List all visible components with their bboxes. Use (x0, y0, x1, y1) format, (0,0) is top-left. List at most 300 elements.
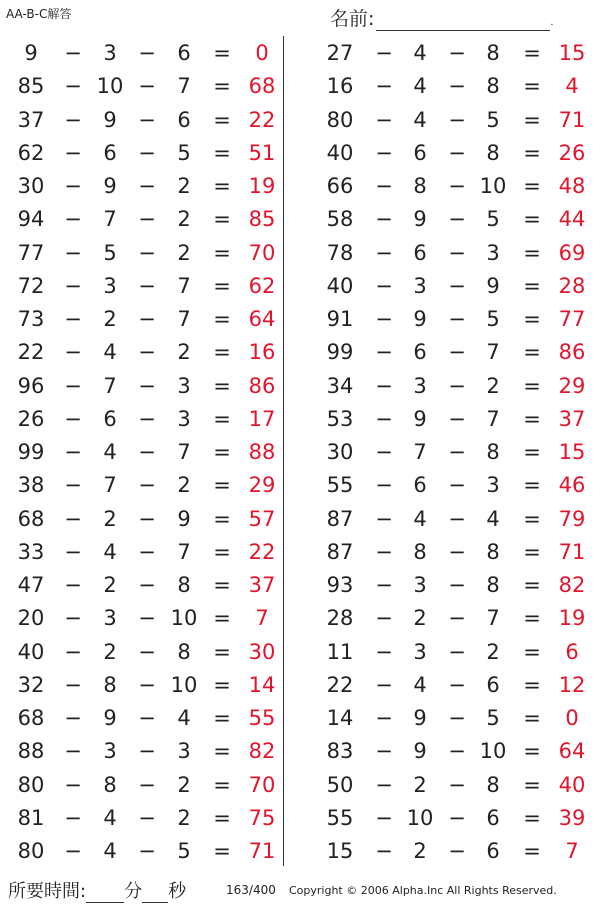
minuend: 30 (17, 174, 45, 198)
worksheet-title: AA-B-C解答 (6, 7, 72, 21)
subtrahend-2: 5 (486, 706, 500, 730)
subtrahend-2: 7 (177, 273, 191, 298)
answer: 0 (255, 41, 269, 65)
minus-sign: − (448, 107, 466, 132)
answer: 14 (248, 672, 276, 697)
minus-sign: − (138, 307, 156, 331)
minus-sign: − (138, 240, 156, 265)
equals-sign: = (523, 739, 541, 764)
answer: 7 (565, 839, 579, 863)
answer: 69 (558, 240, 586, 265)
answer: 46 (558, 473, 586, 498)
subtrahend-1: 2 (103, 573, 117, 597)
subtrahend-1: 8 (413, 174, 427, 198)
equals-sign: = (523, 107, 541, 132)
equals-sign: = (523, 606, 541, 631)
name-blank-line (376, 12, 550, 31)
minuend: 87 (326, 506, 354, 531)
equals-sign: = (213, 273, 231, 298)
minuend: 22 (326, 672, 354, 697)
answer: 86 (248, 373, 276, 398)
answer: 85 (248, 207, 276, 232)
subtrahend-2: 3 (486, 473, 500, 498)
subtrahend-2: 2 (486, 639, 500, 664)
answer: 82 (558, 573, 586, 597)
equals-sign: = (523, 539, 541, 564)
minus-sign: − (138, 573, 156, 597)
subtrahend-2: 6 (177, 107, 191, 132)
subtrahend-2: 10 (170, 672, 198, 697)
answer: 26 (558, 140, 586, 165)
subtrahend-1: 5 (103, 240, 117, 265)
name-field (330, 4, 554, 31)
subtrahend-1: 3 (413, 639, 427, 664)
equals-sign: = (523, 207, 541, 232)
minuend: 34 (326, 373, 354, 398)
minus-sign: − (138, 506, 156, 531)
subtrahend-1: 10 (406, 805, 434, 830)
answer: 22 (248, 107, 276, 132)
answer: 77 (558, 307, 586, 331)
minus-sign: − (64, 41, 82, 65)
subtrahend-2: 2 (177, 174, 191, 198)
equals-sign: = (523, 473, 541, 498)
minus-sign: − (375, 240, 393, 265)
equals-sign: = (523, 240, 541, 265)
answer: 17 (248, 406, 276, 431)
equals-sign: = (213, 240, 231, 265)
answer: 75 (248, 805, 276, 830)
subtrahend-2: 5 (486, 307, 500, 331)
minuend: 87 (326, 539, 354, 564)
subtrahend-2: 7 (177, 307, 191, 331)
minus-sign: − (448, 240, 466, 265)
answer: 79 (558, 506, 586, 531)
answer: 6 (565, 639, 579, 664)
subtrahend-2: 7 (177, 440, 191, 464)
subtrahend-1: 4 (413, 107, 427, 132)
minuend: 40 (17, 639, 45, 664)
subtrahend-1: 2 (103, 307, 117, 331)
minutes-label: 分 (124, 881, 143, 902)
minuend: 80 (326, 107, 354, 132)
equals-sign: = (213, 140, 231, 165)
minus-sign: − (138, 805, 156, 830)
answer: 68 (248, 74, 276, 99)
minus-sign: − (64, 440, 82, 464)
minus-sign: − (375, 839, 393, 863)
minus-sign: − (448, 639, 466, 664)
minuend: 38 (17, 473, 45, 498)
subtrahend-2: 7 (177, 539, 191, 564)
answer: 82 (248, 739, 276, 764)
equals-sign: = (213, 440, 231, 464)
subtrahend-1: 4 (413, 74, 427, 99)
time-label: 所要時間: (8, 881, 87, 902)
subtrahend-2: 3 (177, 373, 191, 398)
subtrahend-1: 4 (413, 506, 427, 531)
subtrahend-2: 8 (486, 41, 500, 65)
answer: 64 (558, 739, 586, 764)
subtrahend-1: 2 (413, 839, 427, 863)
answer: 51 (248, 140, 276, 165)
subtrahend-2: 6 (486, 805, 500, 830)
minutes-blank (86, 886, 124, 903)
minus-sign: − (138, 140, 156, 165)
minus-sign: − (138, 839, 156, 863)
subtrahend-2: 8 (486, 140, 500, 165)
minuend: 50 (326, 772, 354, 797)
minuend: 73 (17, 307, 45, 331)
subtrahend-2: 2 (177, 805, 191, 830)
minus-sign: − (64, 240, 82, 265)
equals-sign: = (523, 74, 541, 99)
minus-sign: − (138, 273, 156, 298)
page-number: 163/400 (226, 883, 276, 897)
minus-sign: − (64, 74, 82, 99)
minus-sign: − (448, 307, 466, 331)
subtrahend-1: 6 (413, 240, 427, 265)
subtrahend-1: 7 (413, 440, 427, 464)
minuend: 99 (326, 340, 354, 365)
answer: 48 (558, 174, 586, 198)
minus-sign: − (448, 140, 466, 165)
subtrahend-2: 8 (486, 440, 500, 464)
subtrahend-1: 2 (103, 506, 117, 531)
subtrahend-2: 2 (177, 207, 191, 232)
subtrahend-1: 3 (413, 573, 427, 597)
subtrahend-1: 9 (103, 706, 117, 730)
subtrahend-2: 4 (177, 706, 191, 730)
minus-sign: − (64, 107, 82, 132)
subtrahend-2: 6 (177, 41, 191, 65)
answer: 71 (248, 839, 276, 863)
minus-sign: − (138, 207, 156, 232)
subtrahend-1: 10 (96, 74, 124, 99)
subtrahend-1: 9 (103, 107, 117, 132)
subtrahend-1: 3 (103, 606, 117, 631)
minus-sign: − (448, 539, 466, 564)
answer: 15 (558, 440, 586, 464)
minus-sign: − (64, 606, 82, 631)
subtrahend-1: 2 (103, 639, 117, 664)
minus-sign: − (448, 839, 466, 863)
minuend: 20 (17, 606, 45, 631)
answer: 19 (248, 174, 276, 198)
answer: 29 (248, 473, 276, 498)
equals-sign: = (213, 672, 231, 697)
minus-sign: − (138, 606, 156, 631)
minus-sign: − (138, 706, 156, 730)
minus-sign: − (375, 506, 393, 531)
equals-sign: = (213, 74, 231, 99)
minus-sign: − (138, 672, 156, 697)
minuend: 99 (17, 440, 45, 464)
equals-sign: = (523, 340, 541, 365)
subtrahend-1: 3 (103, 41, 117, 65)
answer: 4 (565, 74, 579, 99)
subtrahend-1: 9 (103, 174, 117, 198)
minus-sign: − (448, 373, 466, 398)
subtrahend-1: 3 (413, 273, 427, 298)
subtrahend-1: 7 (103, 373, 117, 398)
minus-sign: − (375, 41, 393, 65)
subtrahend-2: 10 (479, 739, 507, 764)
minus-sign: − (375, 273, 393, 298)
equals-sign: = (523, 672, 541, 697)
minus-sign: − (64, 273, 82, 298)
subtrahend-1: 4 (103, 340, 117, 365)
subtrahend-1: 2 (413, 772, 427, 797)
subtrahend-2: 5 (177, 140, 191, 165)
minus-sign: − (375, 207, 393, 232)
minuend: 88 (17, 739, 45, 764)
equals-sign: = (213, 706, 231, 730)
minus-sign: − (375, 440, 393, 464)
equals-sign: = (213, 639, 231, 664)
subtrahend-2: 9 (486, 273, 500, 298)
minus-sign: − (375, 772, 393, 797)
subtrahend-1: 4 (103, 839, 117, 863)
minuend: 30 (326, 440, 354, 464)
subtrahend-2: 7 (486, 340, 500, 365)
minuend: 28 (326, 606, 354, 631)
equals-sign: = (213, 606, 231, 631)
subtrahend-1: 3 (103, 273, 117, 298)
minuend: 72 (17, 273, 45, 298)
minus-sign: − (448, 74, 466, 99)
answer: 7 (255, 606, 269, 631)
minus-sign: − (64, 639, 82, 664)
minus-sign: − (138, 772, 156, 797)
minus-sign: − (64, 839, 82, 863)
subtrahend-2: 5 (486, 107, 500, 132)
minuend: 68 (17, 506, 45, 531)
minuend: 15 (326, 839, 354, 863)
equals-sign: = (213, 573, 231, 597)
minus-sign: − (375, 473, 393, 498)
equals-sign: = (213, 41, 231, 65)
minuend: 62 (17, 140, 45, 165)
equals-sign: = (213, 373, 231, 398)
subtrahend-1: 9 (413, 706, 427, 730)
minus-sign: − (375, 672, 393, 697)
minus-sign: − (64, 506, 82, 531)
equals-sign: = (523, 406, 541, 431)
subtrahend-2: 6 (486, 672, 500, 697)
answer: 30 (248, 639, 276, 664)
answer: 64 (248, 307, 276, 331)
answer: 71 (558, 107, 586, 132)
subtrahend-1: 8 (103, 772, 117, 797)
minus-sign: − (138, 74, 156, 99)
equals-sign: = (523, 706, 541, 730)
subtrahend-1: 8 (103, 672, 117, 697)
minus-sign: − (448, 805, 466, 830)
minus-sign: − (375, 539, 393, 564)
minus-sign: − (138, 41, 156, 65)
minus-sign: − (448, 340, 466, 365)
subtrahend-2: 8 (486, 573, 500, 597)
minus-sign: − (64, 672, 82, 697)
subtrahend-1: 7 (103, 207, 117, 232)
subtrahend-2: 3 (177, 406, 191, 431)
minus-sign: − (138, 373, 156, 398)
minus-sign: − (375, 74, 393, 99)
answer: 62 (248, 273, 276, 298)
minus-sign: − (375, 174, 393, 198)
minus-sign: − (375, 606, 393, 631)
minus-sign: − (448, 406, 466, 431)
answer: 88 (248, 440, 276, 464)
subtrahend-2: 8 (486, 772, 500, 797)
subtrahend-2: 2 (177, 772, 191, 797)
minus-sign: − (64, 473, 82, 498)
minuend: 33 (17, 539, 45, 564)
minus-sign: − (375, 805, 393, 830)
equals-sign: = (523, 506, 541, 531)
subtrahend-1: 9 (413, 307, 427, 331)
subtrahend-1: 7 (103, 473, 117, 498)
equals-sign: = (213, 839, 231, 863)
answer: 70 (248, 772, 276, 797)
answer: 40 (558, 772, 586, 797)
answer: 16 (248, 340, 276, 365)
minus-sign: − (448, 174, 466, 198)
subtrahend-1: 4 (103, 805, 117, 830)
equals-sign: = (523, 373, 541, 398)
answer: 37 (248, 573, 276, 597)
answer: 57 (248, 506, 276, 531)
seconds-blank (142, 886, 168, 903)
name-label: 名前: (330, 8, 375, 30)
subtrahend-2: 10 (479, 174, 507, 198)
subtrahend-1: 9 (413, 406, 427, 431)
minus-sign: − (448, 706, 466, 730)
subtrahend-2: 10 (170, 606, 198, 631)
subtrahend-2: 7 (177, 74, 191, 99)
minus-sign: − (64, 174, 82, 198)
subtrahend-2: 8 (177, 573, 191, 597)
minuend: 9 (24, 41, 38, 65)
subtrahend-2: 2 (177, 340, 191, 365)
minus-sign: − (64, 140, 82, 165)
minus-sign: − (448, 506, 466, 531)
equals-sign: = (213, 107, 231, 132)
subtrahend-2: 7 (486, 406, 500, 431)
equals-sign: = (523, 805, 541, 830)
minus-sign: − (448, 606, 466, 631)
subtrahend-1: 6 (413, 140, 427, 165)
equals-sign: = (213, 340, 231, 365)
minuend: 93 (326, 573, 354, 597)
minus-sign: − (64, 739, 82, 764)
minuend: 14 (326, 706, 354, 730)
equals-sign: = (523, 639, 541, 664)
answer: 0 (565, 706, 579, 730)
equals-sign: = (213, 506, 231, 531)
equals-sign: = (523, 273, 541, 298)
answer: 19 (558, 606, 586, 631)
minus-sign: − (64, 539, 82, 564)
minuend: 80 (17, 772, 45, 797)
minus-sign: − (64, 373, 82, 398)
minus-sign: − (375, 107, 393, 132)
minuend: 40 (326, 273, 354, 298)
subtrahend-1: 9 (413, 207, 427, 232)
minuend: 40 (326, 140, 354, 165)
minus-sign: − (375, 373, 393, 398)
answer: 70 (248, 240, 276, 265)
minus-sign: − (64, 307, 82, 331)
equals-sign: = (523, 41, 541, 65)
answer: 39 (558, 805, 586, 830)
subtrahend-2: 2 (177, 473, 191, 498)
subtrahend-1: 6 (413, 340, 427, 365)
minus-sign: − (375, 739, 393, 764)
subtrahend-1: 3 (103, 739, 117, 764)
minus-sign: − (375, 406, 393, 431)
minuend: 37 (17, 107, 45, 132)
minus-sign: − (138, 440, 156, 464)
subtrahend-2: 4 (486, 506, 500, 531)
minus-sign: − (138, 539, 156, 564)
minus-sign: − (375, 639, 393, 664)
equals-sign: = (213, 473, 231, 498)
equals-sign: = (213, 406, 231, 431)
minus-sign: − (448, 207, 466, 232)
minus-sign: − (375, 340, 393, 365)
minuend: 55 (326, 473, 354, 498)
answer: 15 (558, 41, 586, 65)
minuend: 47 (17, 573, 45, 597)
subtrahend-2: 2 (177, 240, 191, 265)
subtrahend-1: 4 (413, 41, 427, 65)
minus-sign: − (375, 573, 393, 597)
subtrahend-2: 8 (486, 74, 500, 99)
subtrahend-2: 8 (177, 639, 191, 664)
subtrahend-1: 3 (413, 373, 427, 398)
minuend: 55 (326, 805, 354, 830)
subtrahend-1: 4 (103, 539, 117, 564)
answer: 37 (558, 406, 586, 431)
subtrahend-1: 8 (413, 539, 427, 564)
minus-sign: − (138, 107, 156, 132)
subtrahend-2: 7 (486, 606, 500, 631)
seconds-label: 秒 (168, 881, 187, 902)
minus-sign: − (64, 772, 82, 797)
equals-sign: = (213, 805, 231, 830)
answer: 22 (248, 539, 276, 564)
minus-sign: − (64, 805, 82, 830)
minus-sign: − (64, 706, 82, 730)
minuend: 81 (17, 805, 45, 830)
subtrahend-1: 2 (413, 606, 427, 631)
minuend: 68 (17, 706, 45, 730)
equals-sign: = (213, 739, 231, 764)
minuend: 80 (17, 839, 45, 863)
subtrahend-2: 5 (177, 839, 191, 863)
minus-sign: − (375, 140, 393, 165)
answer: 55 (248, 706, 276, 730)
subtrahend-2: 6 (486, 839, 500, 863)
minus-sign: − (448, 41, 466, 65)
time-taken (8, 877, 186, 903)
minus-sign: − (448, 672, 466, 697)
equals-sign: = (213, 539, 231, 564)
minus-sign: − (375, 307, 393, 331)
equals-sign: = (523, 140, 541, 165)
